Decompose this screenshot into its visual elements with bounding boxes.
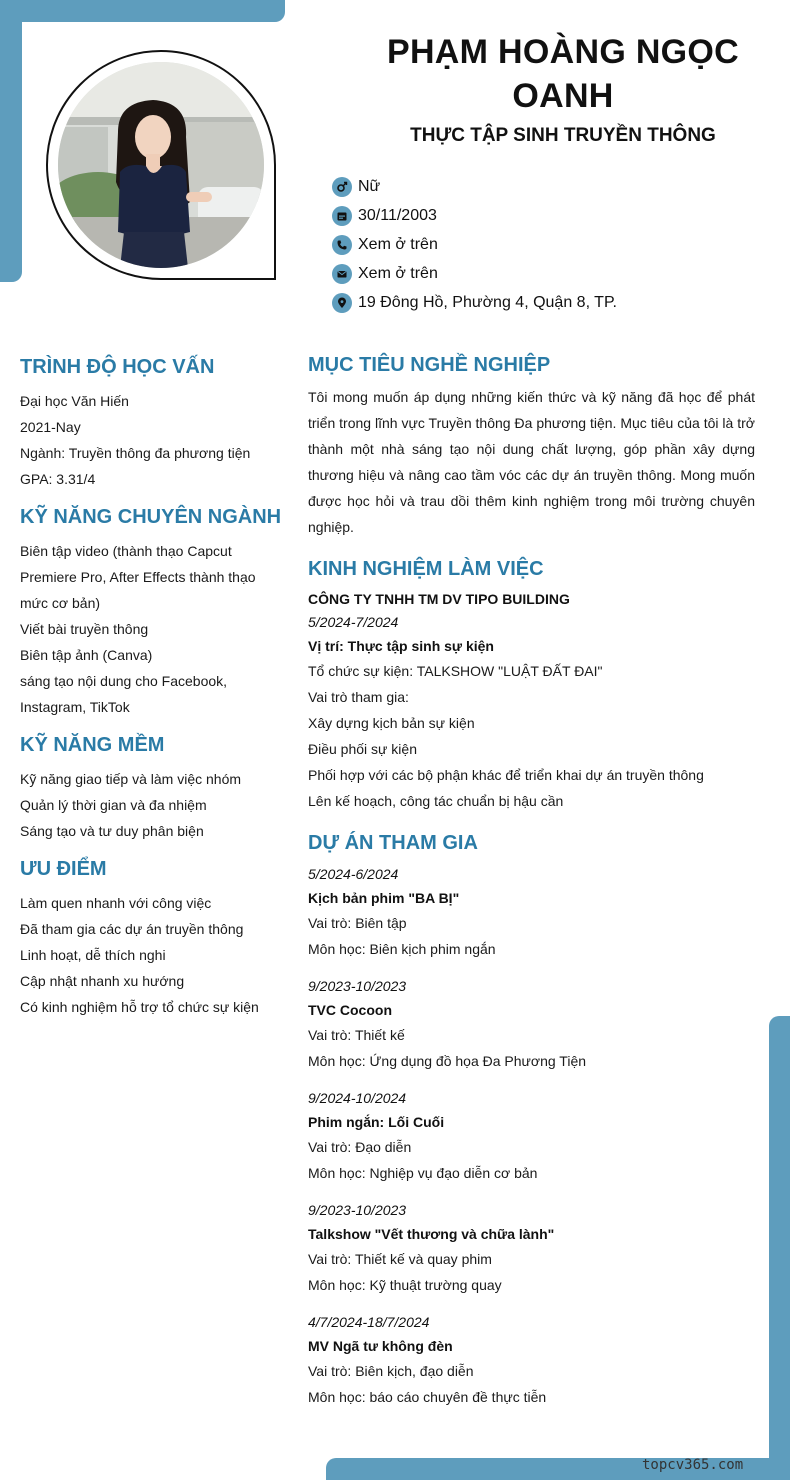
left-column: [20, 352, 282, 1020]
soft-skill-item: Kỹ năng giao tiếp và làm việc nhóm: [20, 771, 242, 787]
experience-line: Phối hợp với các bộ phận khác để triển khai dự án truyền thông: [308, 767, 704, 783]
experience-line: Xây dựng kịch bản sự kiện: [308, 715, 475, 731]
contact-list: [332, 172, 772, 317]
projects-heading: DỰ ÁN THAM GIA: [308, 832, 478, 854]
job-title: THỰC TẬP SINH TRUYỀN THÔNG: [410, 125, 716, 146]
soft-skill-item: Quản lý thời gian và đa nhiệm: [20, 797, 207, 813]
decor-bar-right: [769, 1016, 790, 1480]
education-section: [20, 352, 282, 492]
project-item: [308, 1086, 755, 1186]
contact-email-value: Xem ở trên: [358, 264, 438, 282]
project-period: 9/2024-10/2024: [308, 1090, 407, 1106]
project-course: Môn học: Biên kịch phim ngắn: [308, 941, 496, 957]
project-course: Môn học: Ứng dụng đồ họa Đa Phương Tiện: [308, 1053, 587, 1069]
contact-gender-value: Nữ: [358, 177, 381, 195]
skill-item: Viết bài truyền thông: [20, 621, 149, 637]
strength-item: Đã tham gia các dự án truyền thông: [20, 921, 244, 937]
project-item: [308, 862, 755, 962]
objective-heading: MỤC TIÊU NGHỀ NGHIỆP: [308, 354, 551, 376]
education-line: Đại học Văn Hiến: [20, 393, 129, 409]
contact-birthday: [332, 201, 772, 230]
strength-item: Làm quen nhanh với công việc: [20, 895, 212, 911]
education-line: Ngành: Truyền thông đa phương tiện: [20, 445, 251, 461]
project-name: MV Ngã tư không đèn: [308, 1338, 453, 1354]
experience-line: Tổ chức sự kiện: TALKSHOW "LUẬT ĐẤT ĐAI": [308, 663, 603, 679]
avatar-frame: [46, 50, 276, 280]
right-column: [308, 350, 755, 1422]
contact-birthday-value: 30/11/2003: [358, 206, 437, 224]
contact-address: [332, 288, 772, 317]
experience-line: Điều phối sự kiện: [308, 741, 417, 757]
contact-email: [332, 259, 772, 288]
project-name: Phim ngắn: Lối Cuối: [308, 1114, 445, 1130]
phone-icon: [332, 235, 352, 255]
project-role: Vai trò: Biên kịch, đạo diễn: [308, 1363, 474, 1379]
strength-item: Cập nhật nhanh xu hướng: [20, 973, 185, 989]
experience-period: 5/2024-7/2024: [308, 614, 399, 630]
watermark: topcv365.com: [642, 1457, 744, 1473]
project-name: Kịch bản phim "BA BỊ": [308, 890, 460, 906]
skill-item: sáng tạo nội dung cho Facebook, Instagram, TikTok: [20, 673, 228, 715]
soft-skill-item: Sáng tạo và tư duy phân biện: [20, 823, 204, 839]
decor-bar-left: [0, 0, 22, 282]
contact-phone: [332, 230, 772, 259]
soft-skills-heading: KỸ NĂNG MỀM: [20, 734, 165, 756]
strengths-section: [20, 854, 282, 1020]
project-role: Vai trò: Thiết kế và quay phim: [308, 1251, 492, 1267]
project-period: 9/2023-10/2023: [308, 1202, 407, 1218]
project-period: 4/7/2024-18/7/2024: [308, 1314, 430, 1330]
project-period: 9/2023-10/2023: [308, 978, 407, 994]
contact-address-value: 19 Đông Hồ, Phường 4, Quận 8, TP.: [358, 293, 617, 311]
company-name: CÔNG TY TNHH TM DV TIPO BUILDING: [308, 591, 570, 607]
gender-icon: [332, 177, 352, 197]
contact-gender: [332, 172, 772, 201]
experience-heading: KINH NGHIỆM LÀM VIỆC: [308, 558, 544, 580]
contact-phone-value: Xem ở trên: [358, 235, 438, 253]
education-line: GPA: 3.31/4: [20, 471, 96, 487]
calendar-icon: [332, 206, 352, 226]
project-name: TVC Cocoon: [308, 1002, 392, 1018]
skills-section: [20, 502, 282, 720]
email-icon: [332, 264, 352, 284]
skills-heading: KỸ NĂNG CHUYÊN NGÀNH: [20, 506, 282, 528]
project-role: Vai trò: Đạo diễn: [308, 1139, 412, 1155]
skill-item: Biên tập ảnh (Canva): [20, 647, 153, 663]
education-heading: TRÌNH ĐỘ HỌC VẤN: [20, 356, 215, 378]
experience-line: Lên kế hoạch, công tác chuẩn bị hậu cần: [308, 793, 564, 809]
project-course: Môn học: Nghiệp vụ đạo diễn cơ bản: [308, 1165, 538, 1181]
decor-bar-top: [0, 0, 285, 22]
education-line: 2021-Nay: [20, 419, 81, 435]
experience-line: Vai trò tham gia:: [308, 689, 409, 705]
soft-skills-section: [20, 730, 282, 844]
project-name: Talkshow "Vết thương và chữa lành": [308, 1226, 555, 1242]
objective-section: [308, 350, 755, 540]
skill-item: Biên tập video (thành thạo Capcut Premiere Pro, After Effects thành thạo mức cơ bản): [20, 543, 256, 611]
avatar: [58, 62, 264, 268]
project-role: Vai trò: Biên tập: [308, 915, 407, 931]
strength-item: Có kinh nghiệm hỗ trợ tổ chức sự kiện: [20, 999, 259, 1015]
strengths-heading: ƯU ĐIỂM: [20, 858, 107, 880]
experience-section: [308, 554, 755, 814]
project-item: [308, 1310, 755, 1410]
experience-position: Vị trí: Thực tập sinh sự kiện: [308, 638, 494, 654]
projects-section: [308, 828, 755, 1410]
location-icon: [332, 293, 352, 313]
strength-item: Linh hoạt, dễ thích nghi: [20, 947, 166, 963]
project-course: Môn học: báo cáo chuyên đề thực tiễn: [308, 1389, 547, 1405]
project-item: [308, 974, 755, 1074]
avatar-photo: [58, 62, 264, 268]
project-period: 5/2024-6/2024: [308, 866, 399, 882]
project-role: Vai trò: Thiết kế: [308, 1027, 405, 1043]
project-course: Môn học: Kỹ thuật trường quay: [308, 1277, 502, 1293]
project-item: [308, 1198, 755, 1298]
candidate-name: PHẠM HOÀNG NGỌC OANH: [386, 33, 740, 115]
objective-text: Tôi mong muốn áp dụng những kiến thức và kỹ năng đã học để phát triển trong lĩnh vực Truyền thông Đa phương tiện. Mục tiêu của tôi là trở thành một nhà sáng tạo nội dung chất lượng, góp phần xây dựng thương hiệu và nâng cao tầm vóc các dự án truyền thông. Mong muốn được học hỏi và trau dồi thêm kinh nghiệm trong môi trường chuyên nghiệp.: [308, 389, 755, 535]
